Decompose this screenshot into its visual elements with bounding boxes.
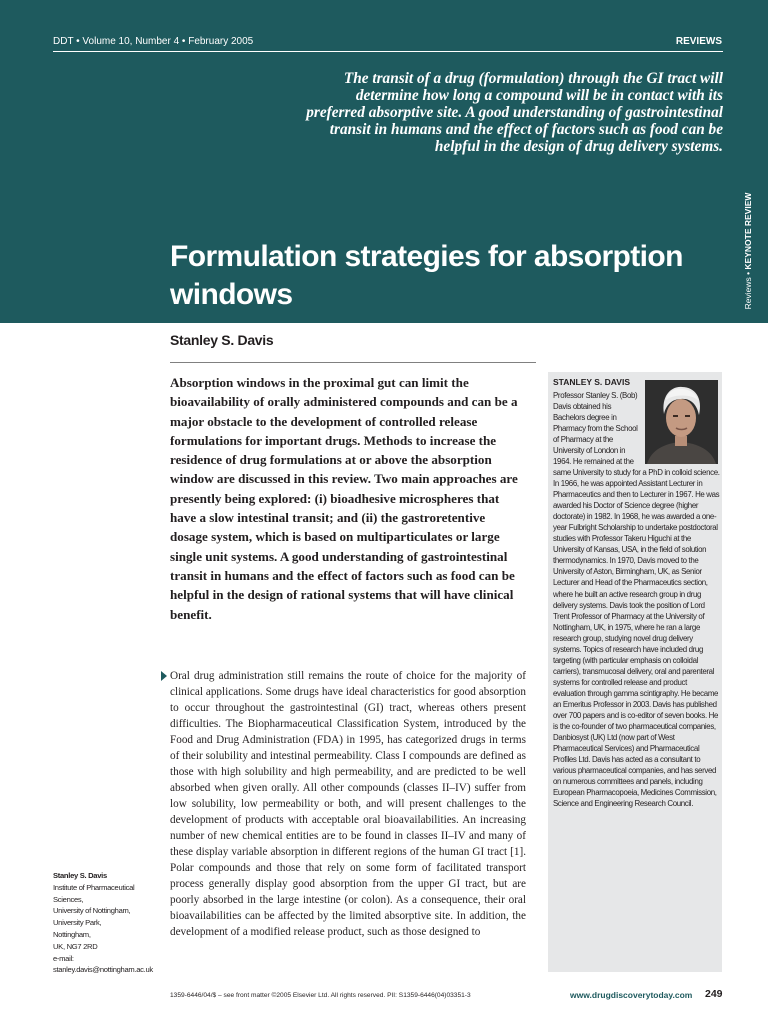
header-rule bbox=[53, 51, 723, 52]
article-body: Oral drug administration still remains the route of choice for the majority of clinical applications. Some drugs have ideal characteristics for good absorption to occur throughout the gastrointestinal (GI) tract, whereas others present difficulties. The Biopharmaceutical Classification System, introduced by the Food and Drug Administration (FDA) in 1995, has categorized drugs in terms of their solubility and intestinal permeability. Class I compounds are defined as those with high solubility and high permeability, and are predicted to be well absorbed when given orally. All other compounds (classes II–IV) suffer from low solubility, low permeability or both, and will present challenges to the development of products with acceptable oral bioavailabilities. An increasing number of new chemical entities are to be found in classes II–IV and many of these display variable absorption in different regions of the human GI tract [1]. Polar compounds and those that rely on some form of facilitated transport process generally display good absorption from the upper GI tract, but are poorly absorbed in the large intestine (or colon). As a consequence, their oral bioavailabilities can be affected by the limited absorptive site. In addition, the development of a modified release product, such as those designed to bbox=[170, 670, 526, 939]
author-rule bbox=[170, 362, 536, 363]
author-photo bbox=[645, 380, 718, 464]
pull-quote: The transit of a drug (formulation) through the GI tract will determine how long a compound will be in contact with its preferred absorptive site. A good understanding of gastrointestinal transit in humans and the effect of factors such as food can be helpful in the design of drug delivery systems. bbox=[306, 70, 723, 155]
bio-text: same University to study for a PhD in colloid science. In 1966, he was appointed Assistant Lecturer in Pharmaceutics and then to Lecturer in 1967. He was awarded his Doctor of Science degree (higher doctorate) in 1982. In 1968, he was awarded a one-year Fulbright Scholarship to undertake postdoctoral studies with Professor Takeru Higuchi at the University of Kansas, USA, in the field of solution thermodynamics. In 1970, Davis moved to the University of Aston, Birmingham, UK, as Senior Lecturer and Head of the Pharmaceutics section, where he built an active research group in drug delivery systems. Davis took the position of Lord Trent Professor of Pharmacy at the University of Nottingham, UK, in 1975, where he ran a large research group, studying novel drug delivery systems. Topics of research have included drug targeting (with particular emphasis on colloidal carriers), transmucosal delivery, oral and parenteral systems for controlled release and product evaluation through gamma scintigraphy. He became an Emeritus Professor in 2003. Davis has published over 700 papers and is co-editor of seven books. He is the co-founder of two pharmaceutical companies, Danbiosyst (UK) Ltd (now part of West Pharmaceutical Services) and Pharmaceutical Profiles Ltd. Davis has acted as a consultant to various pharmaceutical companies, and has served on numerous committees and panels, including European Pharmacopoeia, Medicines Commission, Science and Engineering Research Council. bbox=[553, 468, 720, 809]
affiliation-name: Stanley S. Davis bbox=[53, 871, 107, 880]
author-portrait-icon bbox=[645, 380, 718, 464]
copyright-notice: 1359-6446/04/$ – see front matter ©2005 Elsevier Ltd. All rights reserved. PII: S1359-6446(04)03351-3 bbox=[170, 992, 471, 999]
affiliation-line: e-mail: bbox=[53, 953, 74, 963]
author-email-link[interactable]: stanley.davis@nottingham.ac.uk bbox=[53, 965, 153, 975]
affiliation-line: University Park, bbox=[53, 918, 102, 928]
side-tab-label: KEYNOTE REVIEW bbox=[743, 192, 753, 270]
page-number: 249 bbox=[705, 988, 723, 1000]
arrow-icon bbox=[161, 671, 167, 681]
side-tab-prefix: Reviews • bbox=[743, 269, 753, 310]
affiliation-line: Institute of Pharmaceutical bbox=[53, 882, 135, 892]
journal-info: DDT • Volume 10, Number 4 • February 2005 bbox=[53, 36, 254, 47]
side-tab bbox=[739, 190, 757, 312]
affiliation-line: University of Nottingham, bbox=[53, 906, 131, 916]
bio-text-beside-photo: Professor Stanley S. (Bob) Davis obtained his Bachelors degree in Pharmacy from the School of Pharmacy at the University of London in 1964. He remained at the bbox=[553, 391, 638, 467]
article-abstract: Absorption windows in the proximal gut can limit the bioavailability of orally administered compounds and can be a major obstacle to the development of controlled release formulations for important drugs. Methods to increase the residence of drug formulations at or above the absorption window are discussed in this review. Two main approaches are presently being explored: (i) bioadhesive microspheres that have a slow intestinal transit; and (ii) the gastroretentive dosage system, which is based on multiparticulates or large single unit systems. A good understanding of gastrointestinal transit in humans and the effect of factors such as food can be helpful in the design of rational systems that will have clinical benefit. bbox=[170, 375, 518, 622]
affiliation-line: Sciences, bbox=[53, 894, 84, 904]
journal-url-link[interactable]: www.drugdiscoverytoday.com bbox=[570, 990, 693, 1000]
bio-name: STANLEY S. DAVIS bbox=[553, 377, 630, 387]
affiliation-line: UK, NG7 2RD bbox=[53, 941, 98, 951]
section-label: REVIEWS bbox=[675, 36, 722, 47]
author-affiliation bbox=[53, 870, 161, 976]
article-title: Formulation strategies for absorption windows bbox=[170, 240, 683, 311]
article-author: Stanley S. Davis bbox=[170, 332, 274, 348]
side-tab-text bbox=[743, 193, 753, 310]
affiliation-line: Nottingham, bbox=[53, 929, 91, 939]
